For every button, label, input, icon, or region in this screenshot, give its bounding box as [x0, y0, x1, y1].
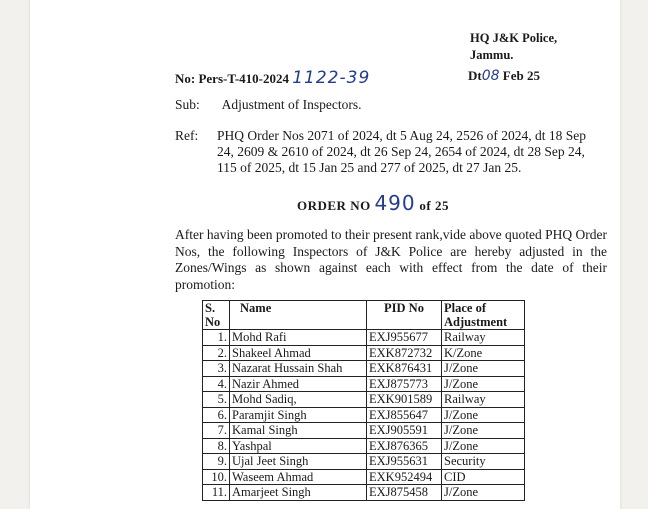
table-row [203, 454, 525, 470]
document-page [30, 0, 620, 509]
cell-sno: 7. [203, 423, 230, 439]
cell-sno: 10. [203, 469, 230, 485]
cell-place: J/Zone [442, 485, 525, 501]
cell-pid: EXK952494 [367, 469, 442, 485]
subject-text: Adjustment of Inspectors. [221, 97, 362, 112]
office-city: Jammu. [470, 48, 514, 62]
header-sno [203, 301, 230, 330]
table-header-row [203, 301, 525, 330]
table-row [203, 376, 525, 392]
table-row [203, 438, 525, 454]
cell-sno: 8. [203, 438, 230, 454]
inspectors-table [202, 300, 525, 501]
cell-name: Paramjit Singh [230, 407, 367, 423]
cell-name: Shakeel Ahmad [230, 345, 367, 361]
cell-place: CID [442, 469, 525, 485]
cell-pid: EXK876431 [367, 361, 442, 377]
cell-sno: 5. [203, 392, 230, 408]
cell-name: Ujal Jeet Singh [230, 454, 367, 470]
header-place-line1: Place of [444, 301, 486, 315]
header-place-line2: Adjustment [444, 315, 508, 329]
letter-date [468, 68, 540, 84]
cell-name: Nazir Ahmed [230, 376, 367, 392]
table-row [203, 392, 525, 408]
order-body: After having been promoted to their present rank,vide above quoted PHQ Order Nos, the following Inspectors of J&K Police are hereby adjusted in the Zones/Wings as shown against each with effect from the date of their promotion: [175, 227, 607, 292]
cell-name: Nazarat Hussain Shah [230, 361, 367, 377]
header-sno-line1: S. [205, 301, 216, 315]
subject-line [175, 97, 362, 113]
cell-pid: EXK872732 [367, 345, 442, 361]
order-suffix: of 25 [419, 198, 449, 213]
cell-place: Railway [442, 330, 525, 346]
cell-pid: EXJ955631 [367, 454, 442, 470]
letter-number [175, 68, 370, 88]
table-row [203, 469, 525, 485]
cell-name: Yashpal [230, 438, 367, 454]
header-name: Name [230, 301, 367, 330]
subject-label: Sub: [175, 97, 200, 112]
cell-pid: EXJ875458 [367, 485, 442, 501]
order-number-handwritten: 490 [374, 191, 416, 215]
cell-pid: EXJ876365 [367, 438, 442, 454]
table-row [203, 345, 525, 361]
office-name: HQ J&K Police, [470, 31, 558, 45]
table-row [203, 361, 525, 377]
cell-name: Mohd Sadiq, [230, 392, 367, 408]
cell-place: J/Zone [442, 407, 525, 423]
cell-pid: EXK901589 [367, 392, 442, 408]
date-label: Dt [468, 68, 482, 83]
cell-pid: EXJ905591 [367, 423, 442, 439]
issuing-office [470, 30, 557, 64]
header-pid: PID No [367, 301, 442, 330]
date-suffix: Feb 25 [502, 68, 540, 83]
cell-place: J/Zone [442, 361, 525, 377]
table-body [203, 330, 525, 501]
cell-place: Security [442, 454, 525, 470]
cell-place: J/Zone [442, 376, 525, 392]
ref-label: Ref: [175, 128, 199, 143]
header-place [442, 301, 525, 330]
header-sno-line2: No [205, 315, 221, 329]
cell-sno: 11. [203, 485, 230, 501]
cell-name: Kamal Singh [230, 423, 367, 439]
cell-pid: EXJ855647 [367, 407, 442, 423]
table-row [203, 330, 525, 346]
letter-number-label: No: Pers-T-410-2024 [175, 71, 289, 86]
table-row [203, 423, 525, 439]
date-handwritten: 08 [481, 68, 500, 84]
table-row [203, 485, 525, 501]
cell-sno: 6. [203, 407, 230, 423]
cell-pid: EXJ875773 [367, 376, 442, 392]
cell-name: Mohd Rafi [230, 330, 367, 346]
cell-sno: 9. [203, 454, 230, 470]
cell-sno: 4. [203, 376, 230, 392]
cell-name: Amarjeet Singh [230, 485, 367, 501]
cell-sno: 2. [203, 345, 230, 361]
cell-sno: 3. [203, 361, 230, 377]
cell-place: J/Zone [442, 423, 525, 439]
cell-pid: EXJ955677 [367, 330, 442, 346]
order-heading [297, 191, 449, 215]
cell-place: J/Zone [442, 438, 525, 454]
cell-place: Railway [442, 392, 525, 408]
letter-number-handwritten: 1122-39 [292, 68, 371, 88]
cell-place: K/Zone [442, 345, 525, 361]
ref-text: PHQ Order Nos 2071 of 2024, dt 5 Aug 24, 2526 of 2024, dt 18 Sep 24, 2609 & 2610 of 2024, dt 26 Sep 24, 2654 of 2024, dt 28 Sep 24, 115 of 2025, dt 15 Jan 25 and 277 of 2025, dt 27 Jan 25. [217, 128, 586, 175]
cell-name: Waseem Ahmad [230, 469, 367, 485]
table-row [203, 407, 525, 423]
order-prefix: ORDER NO [297, 198, 371, 213]
cell-sno: 1. [203, 330, 230, 346]
